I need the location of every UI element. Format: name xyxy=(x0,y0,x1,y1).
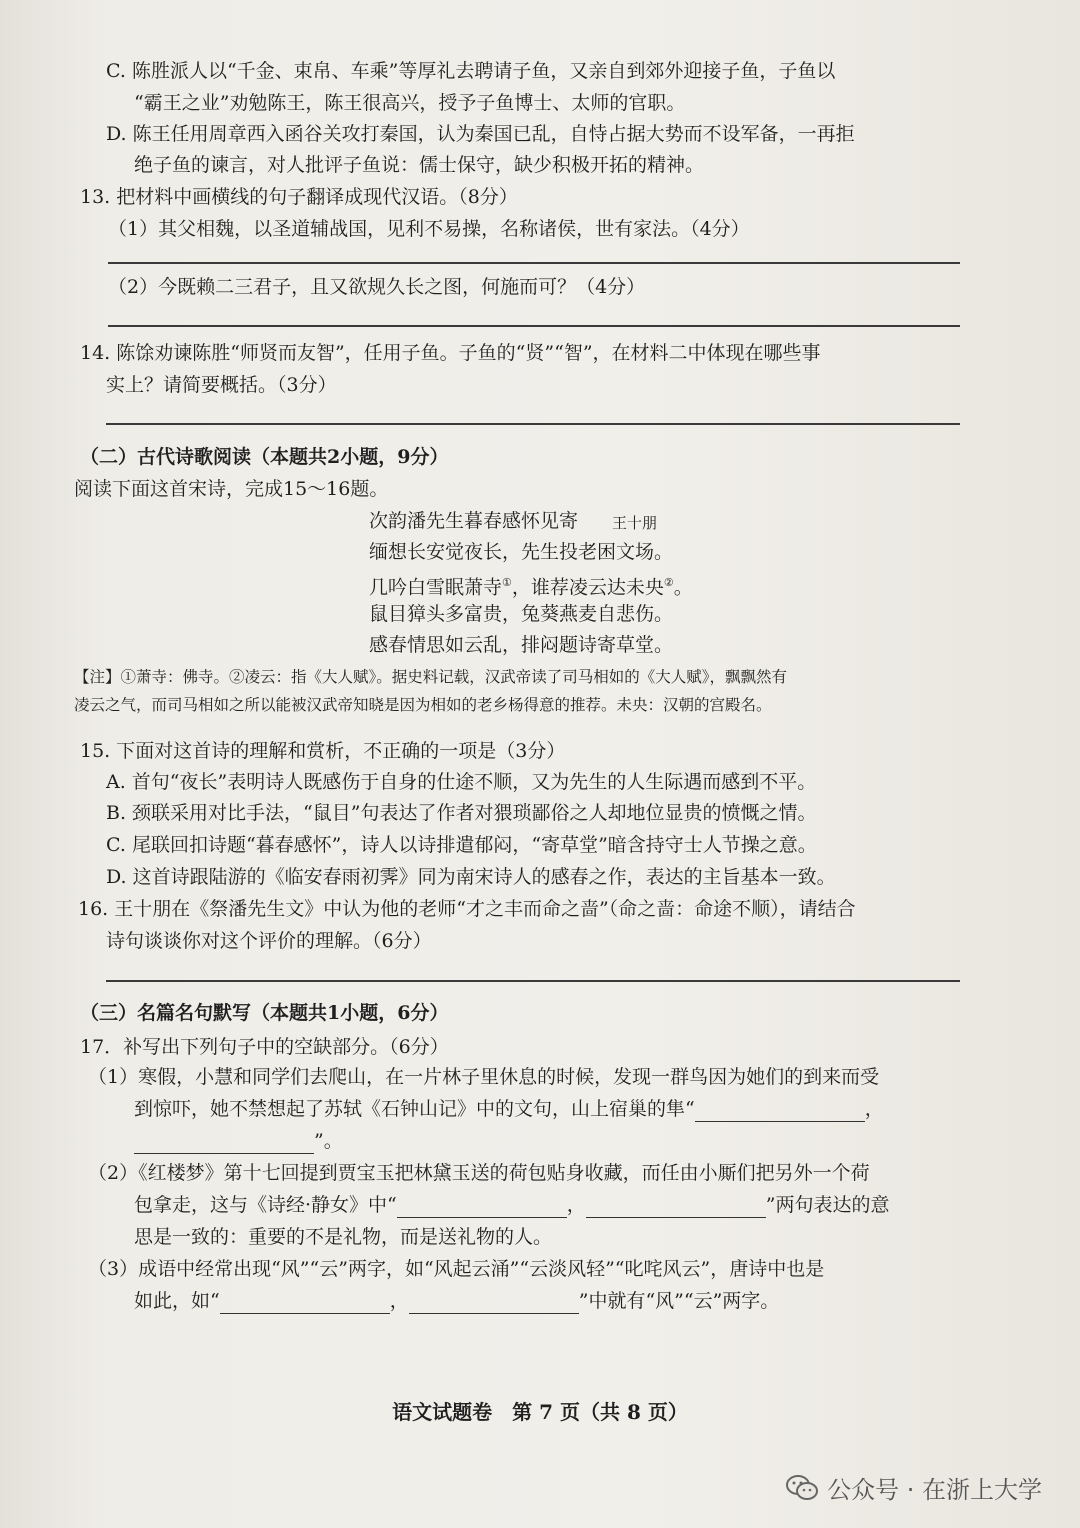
question-13-part2: （2）今既赖二三君子，且又欲规久长之图，何施而可？（4分） xyxy=(108,276,646,298)
fill-blank-6[interactable] xyxy=(409,1293,579,1314)
poem-line-2: 几吟白雪眠萧寺①，谁荐凌云达未央②。 xyxy=(369,576,693,599)
answer-line-16 xyxy=(106,980,960,982)
question-17-part3-line1: （3）成语中经常出现“风”“云”两字，如“风起云涌”“云淡风轻”“叱咤风云”，唐诗中也是 xyxy=(88,1258,825,1280)
option-c-line1: C. 陈胜派人以“千金、束帛、车乘”等厚礼去聘请子鱼，又亲自到郊外迎接子鱼，子鱼以 xyxy=(106,60,836,82)
question-15-option-b: B. 颈联采用对比手法，“鼠目”句表达了作者对猥琐鄙俗之人却地位显贵的愤慨之情。 xyxy=(106,802,817,824)
option-c-line2: “霸王之业”劝勉陈王，陈王很高兴，授予子鱼博士、太师的官职。 xyxy=(134,92,686,114)
answer-line-13-2 xyxy=(108,325,960,327)
poem-line-4: 感春情思如云乱，排闷题诗寄草堂。 xyxy=(369,634,674,656)
question-15: 15. 下面对这首诗的理解和赏析，不正确的一项是（3分） xyxy=(80,740,566,762)
question-15-option-c: C. 尾联回扣诗题“暮春感怀”，诗人以诗排遣郁闷，“寄草堂”暗含持守士人节操之意。 xyxy=(106,834,817,856)
question-17-part2-line3: 思是一致的：重要的不是礼物，而是送礼物的人。 xyxy=(134,1226,553,1248)
question-17-part1-line1: （1）寒假，小慧和同学们去爬山，在一片林子里休息的时候，发现一群鸟因为她们的到来而受 xyxy=(88,1066,880,1088)
section-2-intro: 阅读下面这首宋诗，完成15～16题。 xyxy=(74,478,389,500)
poem-line-1: 缅想长安觉夜长，先生投老困文场。 xyxy=(369,541,674,563)
question-17-part2-line2: 包拿走，这与《诗经·静女》中“ ， ”两句表达的意 xyxy=(134,1194,890,1216)
fill-blank-4[interactable] xyxy=(586,1197,766,1218)
question-15-option-a: A. 首句“夜长”表明诗人既感伤于自身的仕途不顺，又为先生的人生际遇而感到不平。 xyxy=(106,771,817,793)
question-13: 13. 把材料中画横线的句子翻译成现代汉语。（8分） xyxy=(80,186,518,208)
answer-line-13-1 xyxy=(108,262,960,264)
option-d-line2: 绝子鱼的谏言，对人批评子鱼说：儒士保守，缺少积极开拓的精神。 xyxy=(134,154,705,176)
question-15-option-d: D. 这首诗跟陆游的《临安春雨初霁》同为南宋诗人的感春之作，表达的主旨基本一致。 xyxy=(106,866,836,888)
page-footer: 语文试题卷 第 7 页（共 8 页） xyxy=(392,1400,688,1424)
note-marker-2: ② xyxy=(663,576,674,589)
fill-blank-5[interactable] xyxy=(220,1293,390,1314)
poem-line-3: 鼠目獐头多富贵，兔葵燕麦自悲伤。 xyxy=(369,603,674,625)
question-14-line2: 实上？请简要概括。（3分） xyxy=(106,374,337,396)
watermark xyxy=(785,1470,1042,1505)
poem-author: 王十朋 xyxy=(612,514,658,532)
answer-line-14 xyxy=(106,423,960,425)
poem-note-line2: 凌云之气，而司马相如之所以能被汉武帝知晓是因为相如的老乡杨得意的推荐。未央：汉朝的宫殿名。 xyxy=(74,696,772,714)
question-17: 17．补写出下列句子中的空缺部分。（6分） xyxy=(80,1036,449,1058)
fill-blank-1[interactable] xyxy=(695,1101,865,1122)
section-2-heading: （二）古代诗歌阅读（本题共2小题，9分） xyxy=(80,446,449,468)
question-14-line1: 14. 陈馀劝谏陈胜“师贤而友智”，任用子鱼。子鱼的“贤”“智”，在材料二中体现在哪些事 xyxy=(80,342,821,364)
option-d-line1: D. 陈王任用周章西入函谷关攻打秦国，认为秦国已乱，自恃占据大势而不设军备，一再拒 xyxy=(106,123,855,145)
poem-title: 次韵潘先生暮春感怀见寄 xyxy=(369,510,579,532)
question-17-part3-line2: 如此，如“ ， ”中就有“风”“云”两字。 xyxy=(134,1290,780,1312)
note-marker-1: ① xyxy=(502,576,512,589)
section-3-heading: （三）名篇名句默写（本题共1小题，6分） xyxy=(80,1002,449,1024)
fill-blank-2[interactable] xyxy=(134,1133,314,1154)
poem-note-line1: 【注】①萧寺：佛寺。②凌云：指《大人赋》。据史料记载，汉武帝读了司马相如的《大人赋》，飘飘然有 xyxy=(74,668,788,686)
fill-blank-3[interactable] xyxy=(397,1197,567,1218)
question-17-part2-line1: （2）《红楼梦》第十七回提到贾宝玉把林黛玉送的荷包贴身收藏，而任由小厮们把另外一个荷 xyxy=(88,1162,870,1184)
wechat-icon xyxy=(785,1474,819,1502)
question-17-part1-line3: ”。 xyxy=(134,1128,343,1154)
question-16-line1: 16. 王十朋在《祭潘先生文》中认为他的老师“才之丰而命之啬”（命之啬：命途不顺），请结合 xyxy=(78,898,856,920)
watermark-text: 公众号 · 在浙上大学 xyxy=(827,1476,1042,1504)
question-16-line2: 诗句谈谈你对这个评价的理解。（6分） xyxy=(106,930,432,952)
question-13-part1: （1）其父相魏，以圣道辅战国，见利不易操，名称诸侯，世有家法。（4分） xyxy=(108,218,750,240)
question-17-part1-line2: 到惊吓，她不禁想起了苏轼《石钟山记》中的文句，山上宿巢的隼“ ， xyxy=(134,1098,884,1120)
